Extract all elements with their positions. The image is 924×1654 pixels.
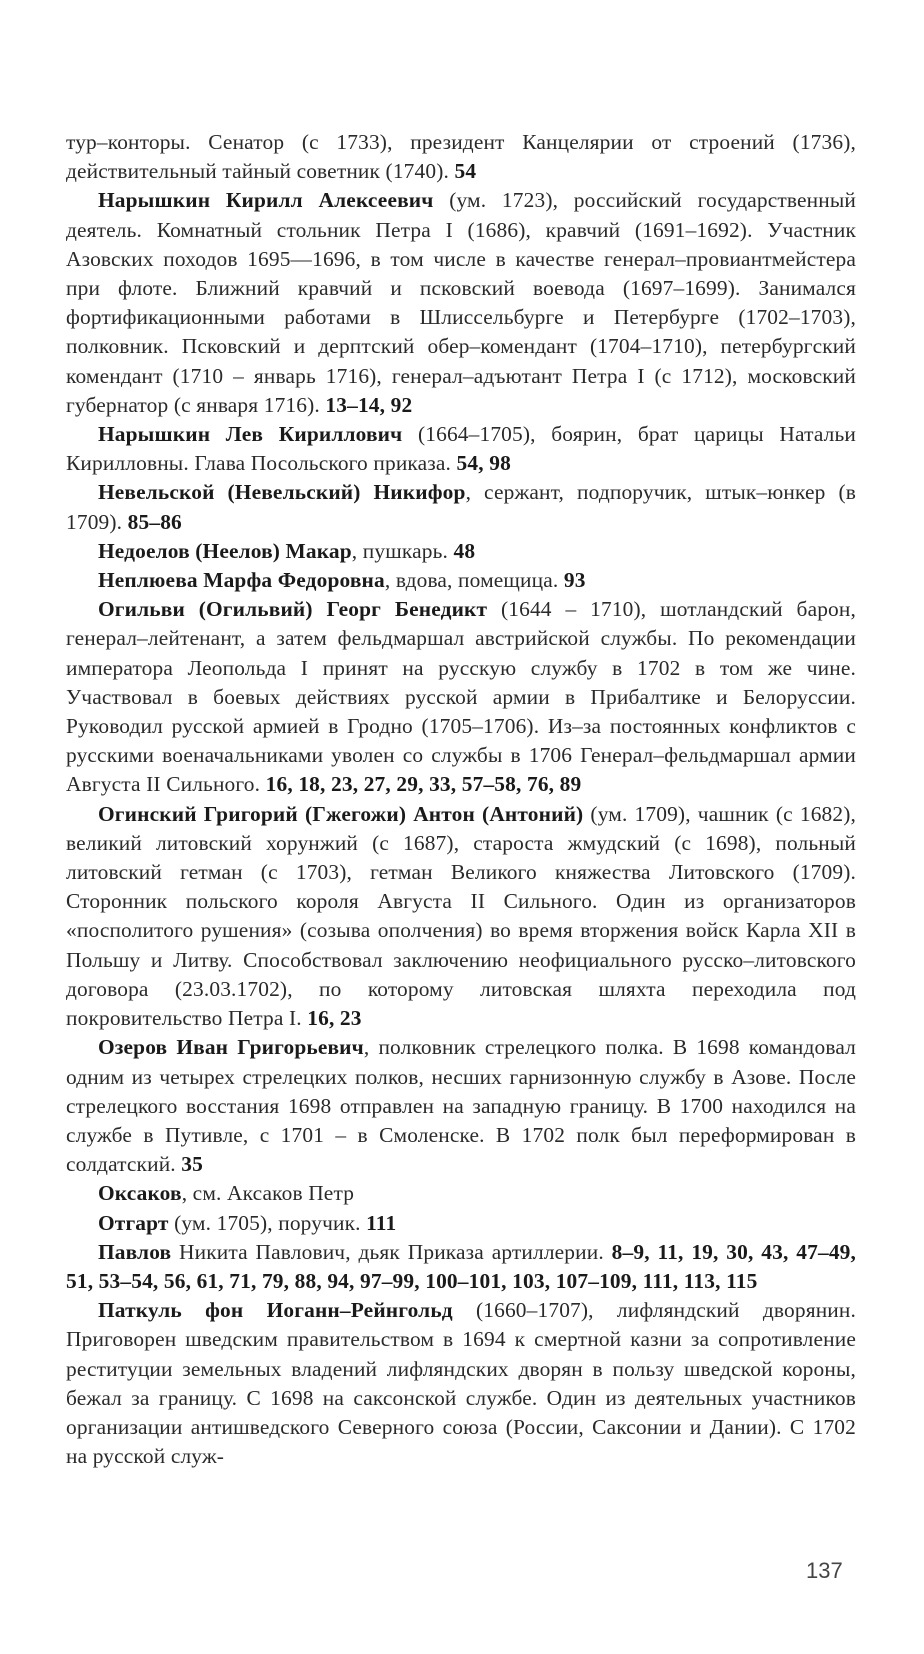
entry-name: Павлов [98,1239,172,1264]
index-entry [66,478,856,536]
entry-name: Недоелов (Неелов) Макар [98,538,352,563]
index-entry [66,1238,856,1296]
entry-description: (ум. 1723), российский государственный деятель. Комнатный стольник Петра I (1686), кравчий (1691–1692). Участник Азовских походов 1695—1696, в том числе в качестве генерал–провиантмейстера при флоте. Ближний кравчий и псковский воевода (1697–1699). Занимался фортификационными работами в Шлиссельбурге и Петербурге (1702–1703), полковник. Псковский и дерптский обер–комендант (1704–1710), петербургский комендант (1710 – январь 1716), генерал–адъютант Петра I (с 1712), московский губернатор (с января 1716). [66,188,856,417]
entry-name: Озеров Иван Григорьевич [98,1035,364,1060]
entry-page-refs: 93 [563,568,586,593]
entry-name: Неплюева Марфа Федоровна [98,568,385,593]
index-entry [66,800,856,1034]
entry-name: Оксаков [98,1181,182,1206]
entry-page-refs: 35 [181,1152,203,1177]
entry-page-refs: 13–14, 92 [325,392,413,417]
entry-page-refs: 111 [366,1210,397,1235]
index-entry [66,1033,856,1179]
entry-page-refs: 48 [453,538,476,563]
entry-description: (1664–1705), боярин, брат царицы Натальи Кирилловны. Глава Посольского приказа. [66,422,856,476]
entry-name: Невельской (Невельский) Никифор [98,480,466,505]
entry-page-refs: 85–86 [127,509,182,534]
entry-name: Нарышкин Кирилл Алексеевич [98,188,434,213]
entry-page-refs: 16, 23 [307,1006,362,1031]
entry-name: Огильви (Огильвий) Георг Бенедикт [98,597,488,622]
entry-description: , полковник стрелецкого полка. В 1698 командовал одним из четырех стрелецких полков, несших гарнизонную службу в Азове. После стрелецкого восстания 1698 отправлен на западную границу. В 1700 находился на службе в Путивле, с 1701 – в Смоленске. В 1702 полк был переформирован в солдатский. [66,1035,856,1177]
index-entry [66,1179,856,1208]
index-entry [66,128,856,186]
index-entry [66,595,856,799]
entry-description: (1660–1707), лифляндский дворянин. Приговорен шведским правительством в 1694 к смертной казни за сопротивление реституции земельных владений лифляндских дворян в пользу шведской короны, бежал за границу. С 1698 на саксонской службе. Один из деятельных участников организации антишведского Северного союза (России, Саксонии и Дании). С 1702 на русской служ- [66,1298,856,1469]
index-entry [66,566,856,595]
entry-description: (ум. 1705), поручик. [168,1210,361,1235]
entry-name: Огинский Григорий (Гжегожи) Антон (Антоний) [98,801,584,826]
entry-page-refs: 16, 18, 23, 27, 29, 33, 57–58, 76, 89 [265,772,582,797]
index-entry [66,1296,856,1471]
index-entry [66,420,856,478]
entry-description: , сержант, подпоручик, штык–юнкер (в 1709). [66,480,856,534]
page-number: 137 [806,1558,843,1583]
entry-name: Паткуль фон Иоганн–Рейнгольд [98,1298,453,1323]
index-entries [66,128,856,1471]
index-entry [66,186,856,420]
index-entry [66,537,856,566]
entry-description: , пушкарь. [351,538,448,563]
entry-page-refs: 8–9, 11, 19, 30, 43, 47–49, 51, 53–54, 56, 61, 71, 79, 88, 94, 97–99, 100–101, 103, 107–109, 111, 113, 115 [66,1239,857,1293]
entry-description: Никита Павлович, дьяк Приказа артиллерии. [171,1239,604,1264]
entry-page-refs: 54 [454,159,477,184]
entry-description: (ум. 1709), чашник (с 1682), великий литовский хорунжий (с 1687), староста жмудский (с 1698), польный литовский гетман (с 1703), гетман Великого княжества Литовского (1709). Сторонник польского короля Августа II Сильного. Один из организаторов «посполитого рушения» (созыва ополчения) во время вторжения войск Карла XII в Польшу и Литву. Способствовал заключению неофициального русско–литовского договора (23.03.1702), по которому литовская шляхта переходила под покровительство Петра I. [66,801,856,1031]
entry-name: Отгарт [98,1210,169,1235]
entry-description: (1644 – 1710), шотландский барон, генерал–лейтенант, а затем фельдмаршал австрийской службы. По рекомендации императора Леопольда I принят на русскую службу в 1702 в том же чине. Участвовал в боевых действиях русской армии в Прибалтике и Белоруссии. Руководил русской армией в Гродно (1705–1706). Из–за постоянных конфликтов с русскими военачальниками уволен со службы в 1706 Генерал–фельдмаршал армии Августа II Сильного. [66,597,857,797]
entry-name: Нарышкин Лев Кириллович [98,422,403,447]
entry-page-refs: 54, 98 [456,451,511,476]
entry-description: , вдова, помещица. [384,568,559,593]
entry-description: , см. Аксаков Петр [181,1181,355,1206]
index-entry [66,1209,856,1238]
entry-description: тур–конторы. Сенатор (с 1733), президент Канцелярии от строений (1736), действительный тайный советник (1740). [66,130,856,184]
